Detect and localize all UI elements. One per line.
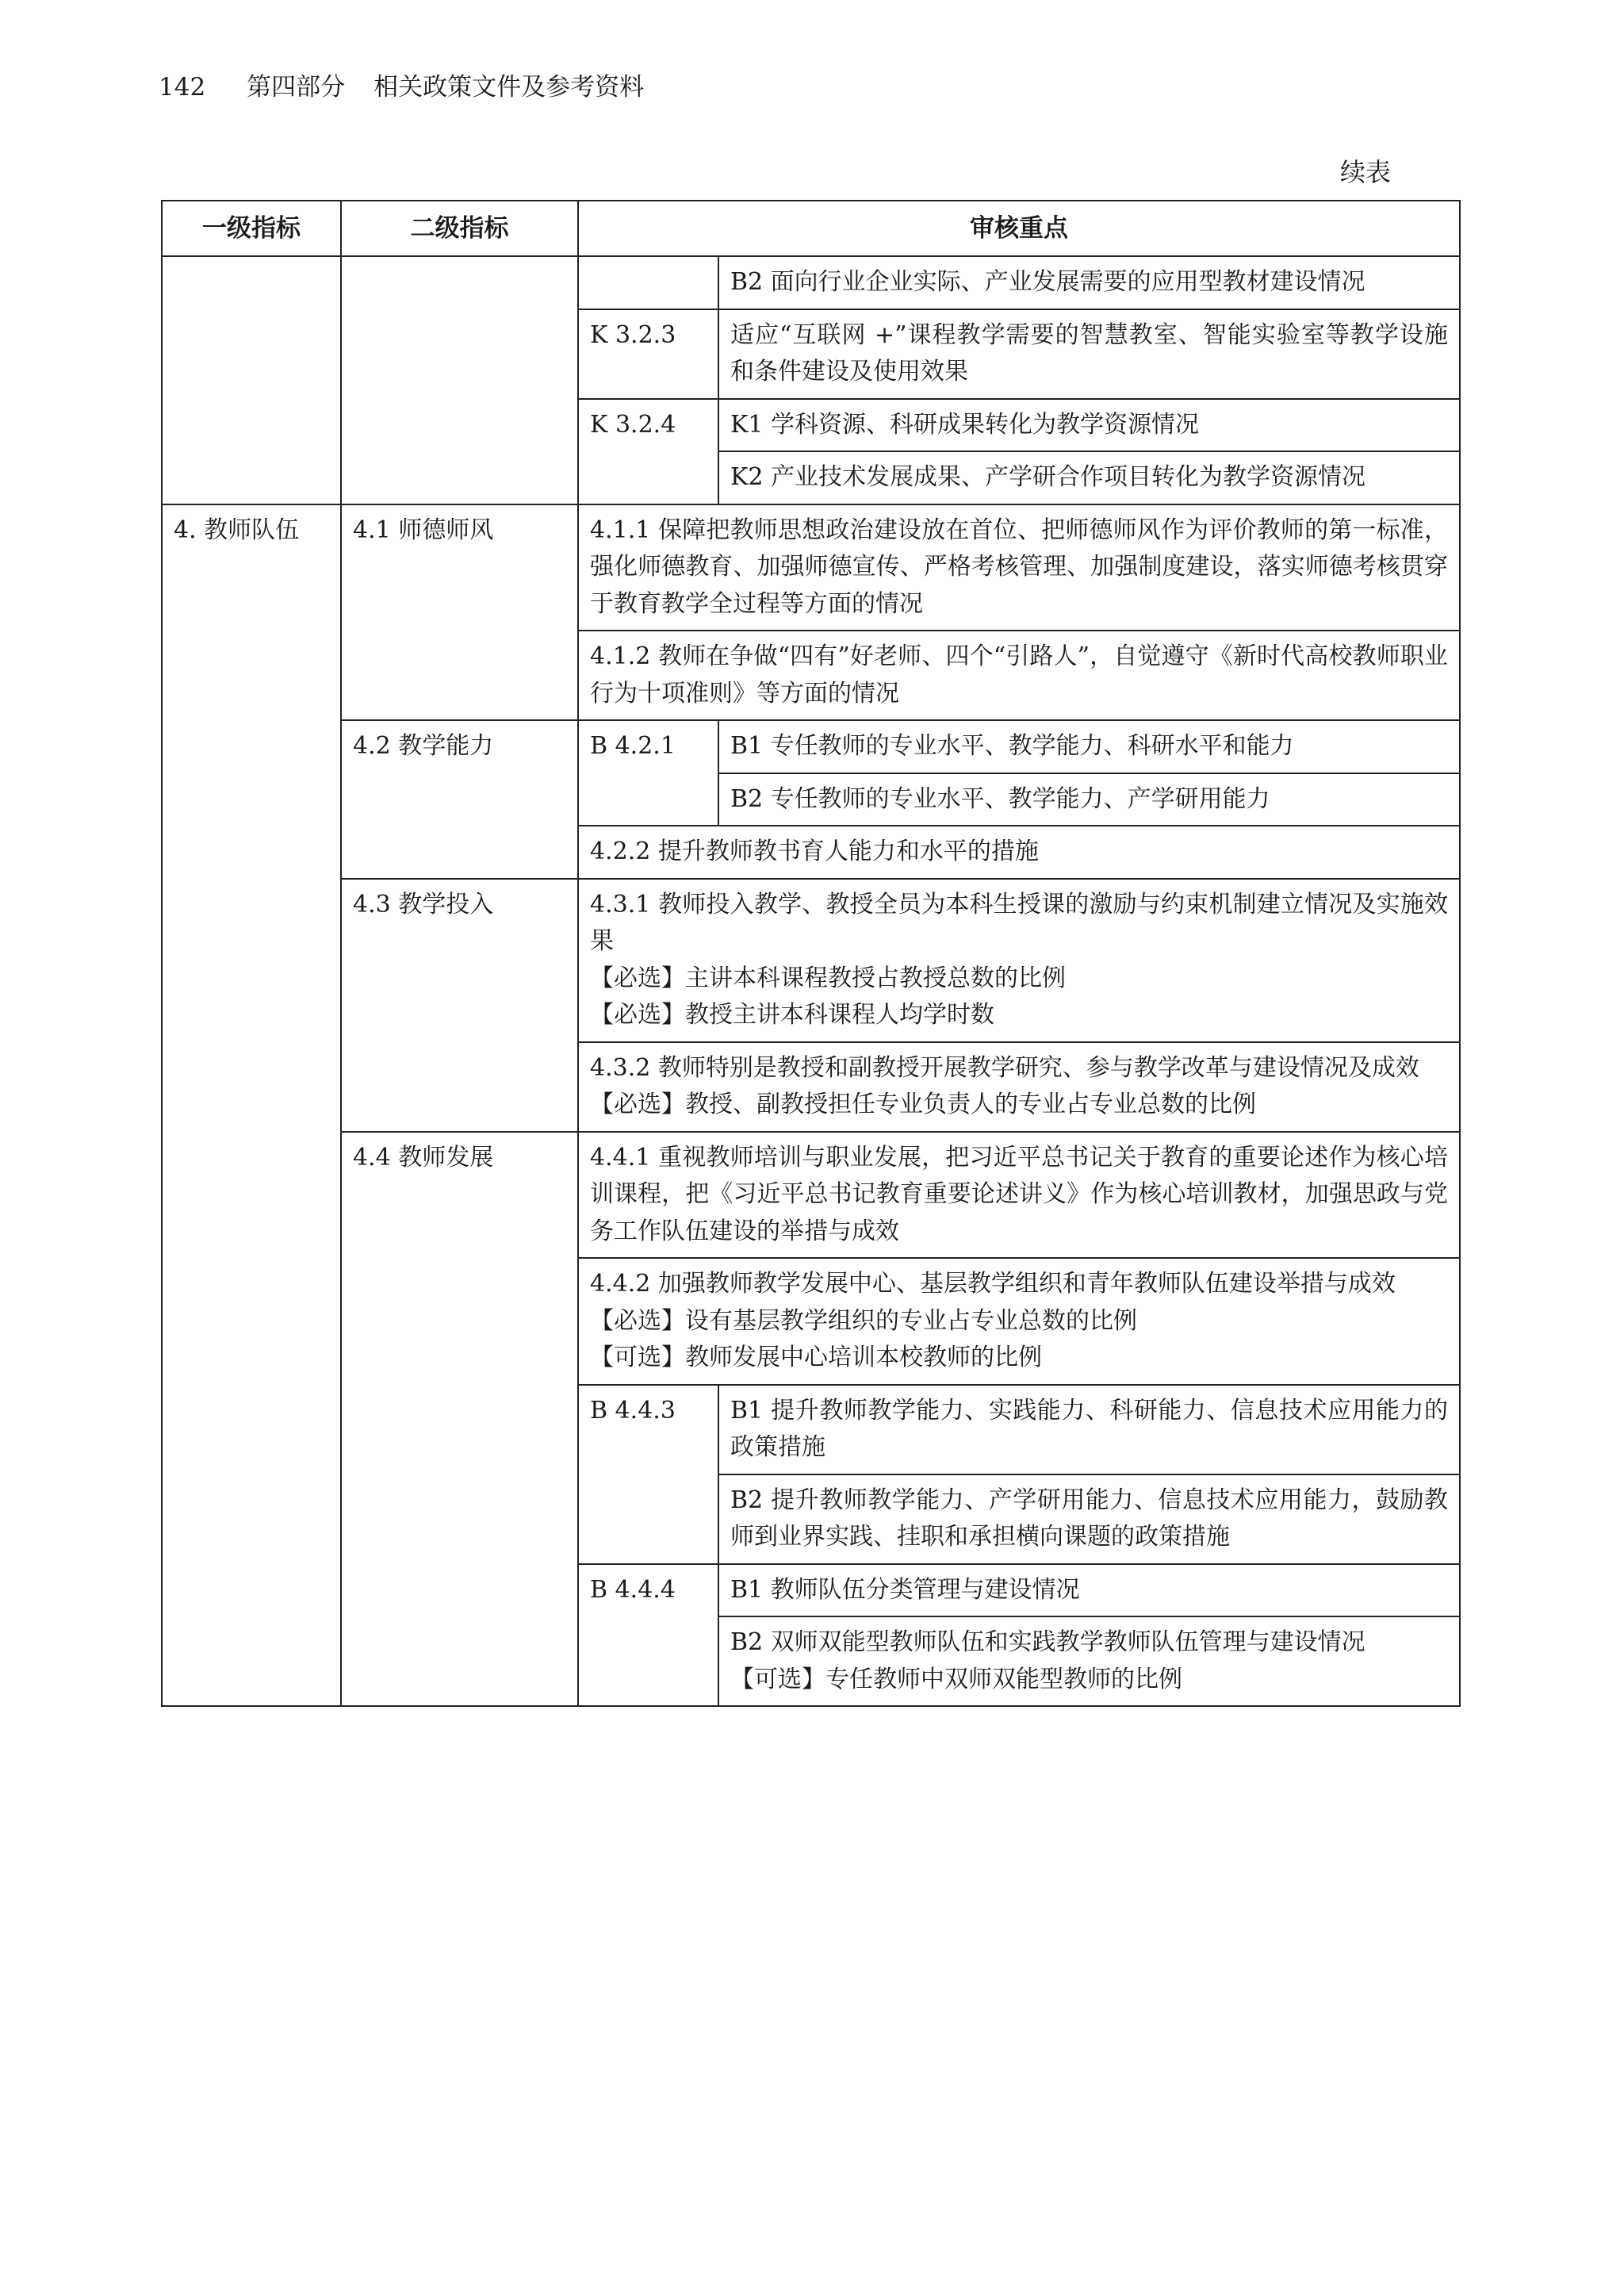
cell-focus-4-1-2: 4.1.2 教师在争做“四有”好老师、四个“引路人”，自觉遵守《新时代高校教师职业行为十项准则》等方面的情况 [578,631,1460,720]
cell-code: B 4.4.4 [578,1564,718,1707]
table-row [162,504,1460,631]
table-row [162,720,1460,773]
review-table [161,200,1461,1707]
table-header-row [162,201,1460,256]
cell-code: B 4.2.1 [578,720,718,826]
cell-level2-4-4: 4.4 教师发展 [341,1132,578,1707]
cell-focus-4-4-1: 4.4.1 重视教师培训与职业发展，把习近平总书记关于教育的重要论述作为核心培训课程，把《习近平总书记教育重要论述讲义》作为核心培训教材，加强思政与党务工作队伍建设的举措与成效 [578,1132,1460,1259]
cell-focus-4-3-2: 4.3.2 教师特别是教授和副教授开展教学研究、参与教学改革与建设情况及成效 【必选】教授、副教授担任专业负责人的专业占专业总数的比例 [578,1042,1460,1132]
page-number: 142 [159,73,206,102]
cell-code-empty [578,256,718,309]
table-row [162,879,1460,1042]
cell-focus-4-2-2: 4.2.2 提升教师教书育人能力和水平的措施 [578,826,1460,879]
cell-focus: B1 教师队伍分类管理与建设情况 [718,1564,1460,1617]
cell-level1-teacher: 4. 教师队伍 [162,504,341,1707]
header-level2: 二级指标 [341,201,578,256]
cell-focus: 适应“互联网 +”课程教学需要的智慧教室、智能实验室等教学设施和条件建设及使用效果 [718,309,1460,399]
cell-code: K 3.2.3 [578,309,718,399]
cell-level2-empty [341,256,578,504]
continued-label: 续表 [1340,157,1392,187]
cell-focus: K1 学科资源、科研成果转化为教学资源情况 [718,399,1460,452]
running-head [159,67,644,102]
cell-focus-4-1-1: 4.1.1 保障把教师思想政治建设放在首位、把师德师风作为评价教师的第一标准，强化师德教育、加强师德宣传、严格考核管理、加强制度建设，落实师德考核贯穿于教育教学全过程等方面的情况 [578,504,1460,631]
cell-focus: B1 专任教师的专业水平、教学能力、科研水平和能力 [718,720,1460,773]
cell-focus: B2 面向行业企业实际、产业发展需要的应用型教材建设情况 [718,256,1460,309]
table-row [162,1132,1460,1259]
cell-focus: B2 专任教师的专业水平、教学能力、产学研用能力 [718,773,1460,826]
optional-item: 【可选】专任教师中双师双能型教师的比例 [730,1665,1182,1693]
cell-level2-4-2: 4.2 教学能力 [341,720,578,879]
cell-focus: B2 双师双能型教师队伍和实践教学教师队伍管理与建设情况 【可选】专任教师中双师双能型教师的比例 [718,1616,1460,1706]
cell-code: K 3.2.4 [578,399,718,504]
cell-level2-4-3: 4.3 教学投入 [341,879,578,1132]
table-row [162,256,1460,309]
required-item: 【必选】教授、副教授担任专业负责人的专业占专业总数的比例 [590,1091,1256,1118]
required-item: 【必选】设有基层教学组织的专业占专业总数的比例 [590,1306,1137,1335]
cell-code: B 4.4.3 [578,1385,718,1564]
header-level1: 一级指标 [162,201,341,256]
cell-level1-empty [162,256,341,504]
optional-item: 【可选】教师发展中心培训本校教师的比例 [590,1344,1042,1371]
cell-focus-4-3-1: 4.3.1 教师投入教学、教授全员为本科生授课的激励与约束机制建立情况及实施效果 【必选】主讲本科课程教授占教授总数的比例 【必选】教授主讲本科课程人均学时数 [578,879,1460,1042]
running-title: 相关政策文件及参考资料 [373,73,645,102]
part-label: 第四部分 [247,73,346,102]
cell-focus: B2 提升教师教学能力、产学研用能力、信息技术应用能力，鼓励教师到业界实践、挂职和承担横向课题的政策措施 [718,1474,1460,1564]
cell-focus: K2 产业技术发展成果、产学研合作项目转化为教学资源情况 [718,451,1460,504]
cell-focus: B1 提升教师教学能力、实践能力、科研能力、信息技术应用能力的政策措施 [718,1385,1460,1474]
required-item: 【必选】教授主讲本科课程人均学时数 [590,1001,994,1029]
cell-level2-4-1: 4.1 师德师风 [341,504,578,721]
required-item: 【必选】主讲本科课程教授占教授总数的比例 [590,964,1066,992]
header-focus: 审核重点 [578,201,1460,256]
cell-focus-4-4-2: 4.4.2 加强教师教学发展中心、基层教学组织和青年教师队伍建设举措与成效 【必选】设有基层教学组织的专业占专业总数的比例 【可选】教师发展中心培训本校教师的比例 [578,1258,1460,1385]
